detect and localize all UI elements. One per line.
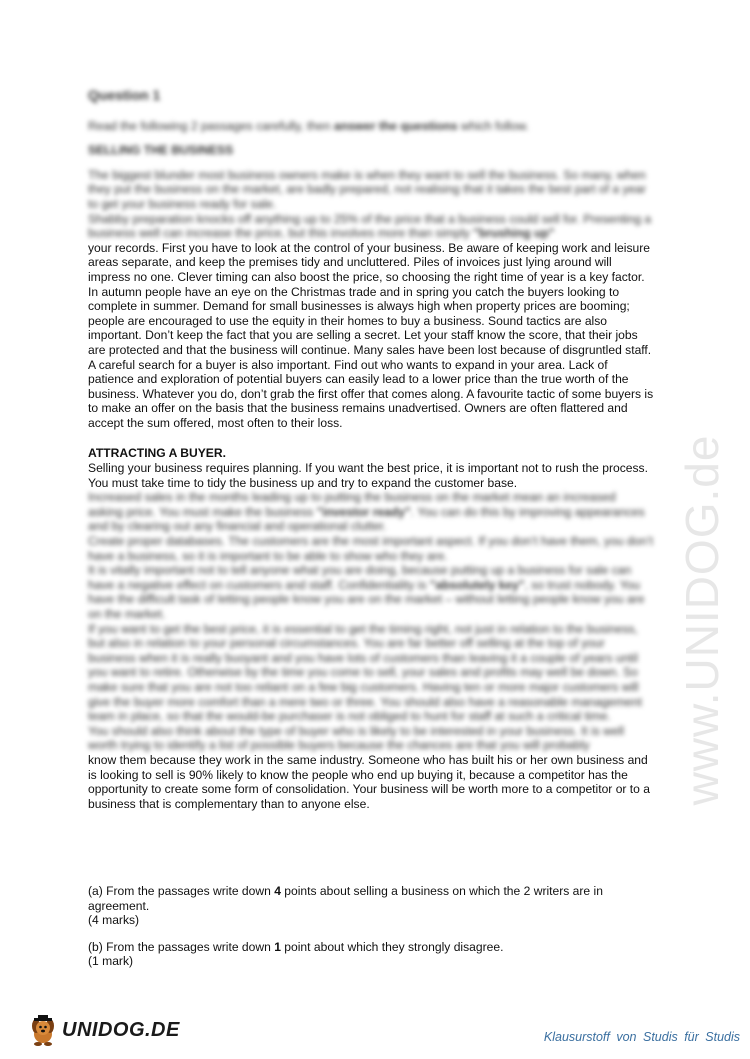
document-body	[88, 88, 654, 811]
intro-line	[88, 119, 654, 134]
intro-suffix: which follow.	[457, 118, 529, 133]
section2-paragraph-end: know them because they work in the same industry. Someone who has built his or her own business and is looking to sell is 90% likely to know the people who end up buying it, because a competitor has the opportunity to create some form of consolidation. Your business will be worth more to a competitor or to a business that is complementary than to anyone else.	[88, 752, 650, 811]
question-b-suffix: point about which they strongly disagree.	[280, 939, 504, 954]
section2-paragraph-1: Selling your business requires planning. If you want the best price, it is important not to rush the process. You must take time to tidy the business up and try to expand the customer base.	[88, 461, 648, 490]
intro-bold: answer the questions	[333, 118, 458, 133]
s2-blur-a1: Increased sales in the months leading up to putting the business on the market mean an increased asking price. You must make the business	[88, 490, 616, 519]
question-a-prefix: (a) From the passages write down	[88, 884, 275, 898]
question-a-bold: 4	[274, 884, 281, 898]
dog-icon	[28, 1014, 58, 1046]
question-b-prefix: (b) From the passages write down	[88, 939, 275, 954]
question-b-marks: (1 mark)	[88, 954, 134, 969]
section1-blurred-bold: "brushing up"	[473, 226, 555, 241]
question-title: Question 1	[88, 87, 161, 103]
s2-blur-c1: It is vitally important not to tell anyone what you are doing, because putting up a business for sale can have a negative effect on customers and staff. Confidentiality is	[88, 563, 632, 592]
section1-blurred-a: The biggest blunder most business owners make is when they want to sell the business. So many, when they put the business on the market, are badly prepared, not realising that it takes the best part of a year to get your business ready for sale.	[88, 167, 646, 211]
section2-blurred-c	[88, 563, 654, 621]
questions-block	[88, 884, 648, 969]
question-b	[88, 940, 648, 955]
section1-heading: SELLING THE BUSINESS	[88, 143, 234, 158]
section1-paragraph-1: your records. First you have to look at the control of your business. Be aware of keeping work and leisure areas separate, and keep the premises tidy and uncluttered. Piles of invoices just lying around will impress no one. Clever timing can also boost the price, so choosing the right time of year is a key factor. In autumn people have an eye on the Christmas trade and in spring you catch the buyers looking to complete in summer. Demand for small businesses is always high when property prices are booming; people are encouraged to use the equity in their homes to buy a business. Sound tactics are also important. Don’t keep the fact that you are selling a secret. Let your staff know the score, that their jobs are protected and that the business will continue. Many sales have been lost because of disgruntled staff.	[88, 240, 652, 357]
question-a	[88, 884, 648, 913]
section1-blurred-b	[88, 212, 654, 241]
section2-blurred-a	[88, 490, 654, 534]
section1-paragraph-2: A careful search for a buyer is also important. Find out who wants to expand in your area. Lack of patience and exploration of potential buyers can easily lead to a lower price than the true worth of the business. Whatever you do, don’t grab the first offer that comes along. A favourite tactic of some buyers is to make an offer on the basis that the business remains unadvertised. Owners are often flattered and accept the sum offered, most often to their loss.	[88, 357, 654, 430]
section2-blurred-e: You should also think about the type of buyer who is likely to be interested in your business. It is well worth trying to identify a list of possible buyers because the chances are that you will probably	[88, 723, 625, 753]
unidog-logo	[28, 1014, 180, 1046]
section1-blurred-b-text: Shabby preparation knocks off anything up to 25% of the price that a business could sell for. Presenting a business well can increase the price, but this involves more than simply	[88, 211, 652, 241]
s2-blur-a-bold: "investor ready"	[316, 504, 411, 519]
question-a-suffix: points about selling a business on which the 2 writers are in agreement.	[88, 884, 603, 913]
section2-blurred-b: Create proper databases. The customers are the most important aspect. If you don’t have them, you don’t have a business, so it is important to be able to show who they are.	[88, 534, 654, 563]
s2-blur-c-bold: "absolutely key"	[429, 577, 525, 592]
s2-blur-a2: . You can do this by improving appearances and by clearing out any financial and operational clutter.	[88, 504, 645, 534]
blurred-middle	[88, 490, 654, 753]
question-a-marks: (4 marks)	[88, 913, 140, 928]
section2-heading: ATTRACTING A BUYER.	[88, 446, 226, 461]
logo-text: UNIDOG.DE	[62, 1018, 180, 1041]
blurred-header	[88, 88, 654, 241]
footer-slogan: Klausurstoff von Studis für Studis	[543, 1030, 740, 1044]
s2-blur-c2: , so trust nobody. You have the difficult task of letting people know you are on the market – without letting people know you are on the market.	[88, 577, 645, 621]
question-b-bold: 1	[274, 939, 281, 954]
section2-blurred-d: If you want to get the best price, it is essential to get the timing right, not just in relation to the business, but also in relation to your personal circumstances. You are far better off selling at the top of your business when it is really buoyant and you have lots of customers than leaving it a couple of years until you want to retire. Otherwise by the time you come to sell, your sales and profits may well be down. So make sure that you are not too reliant on a few big customers. Having ten or more major customers will give the buyer more comfort than a mere two or three. You should also have a reasonable management team in place, so that the would-be purchaser is not obliged to hunt for staff at such a critical time.	[88, 621, 642, 724]
intro-prefix: Read the following 2 passages carefully, then	[88, 118, 334, 133]
watermark	[662, 434, 742, 806]
watermark-text: www.UNIDOG.de	[676, 434, 728, 806]
